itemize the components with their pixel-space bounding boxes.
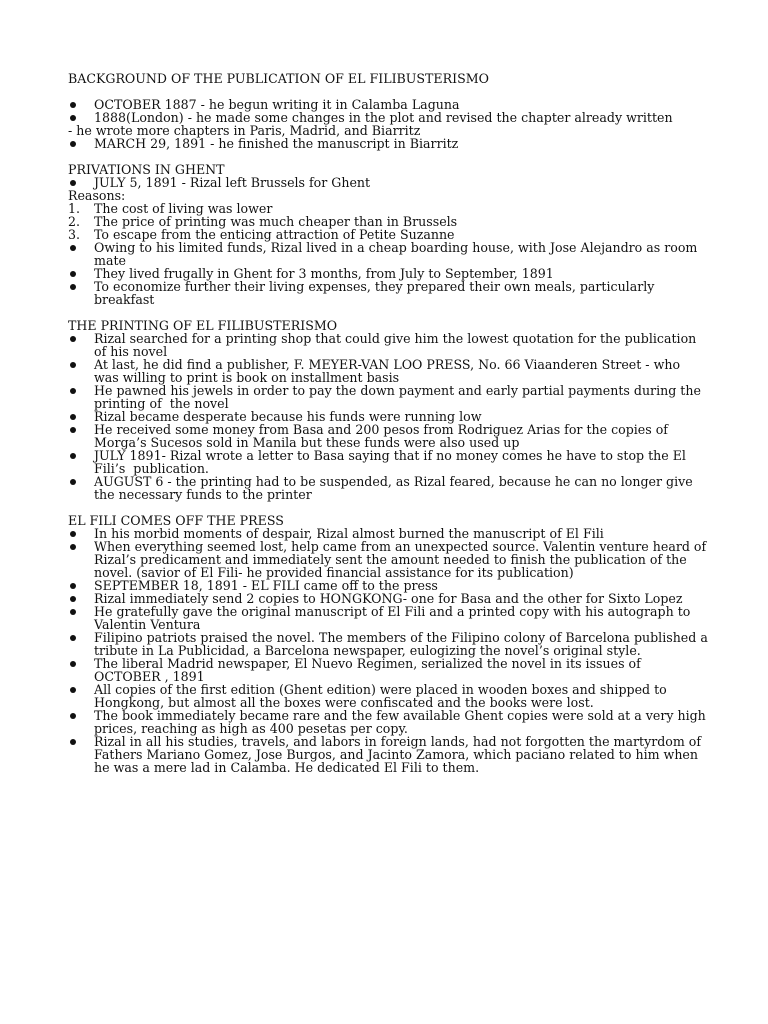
list-item	[68, 423, 708, 449]
list-item-text: 1888(London) - he made some changes in the plot and revised the chapter already written	[94, 110, 673, 125]
bullet-icon	[68, 683, 94, 696]
list-item	[68, 605, 708, 631]
list-item	[68, 137, 708, 150]
press-section	[68, 513, 712, 775]
list-item-text: Rizal immediately send 2 copies to HONGKONG- one for Basa and the other for Sixto Lopez	[94, 591, 683, 606]
list-item	[68, 683, 708, 709]
list-item-text: He received some money from Basa and 200 pesos from Rodriguez Arias for the copies of Morga’s Sucesos sold in Manila but these funds were also used up	[94, 422, 672, 450]
bullet-icon	[68, 384, 94, 397]
list-item-text: Rizal searched for a printing shop that could give him the lowest quotation for the publication of his novel	[94, 331, 701, 359]
intro-note: - he wrote more chapters in Paris, Madrid, and Biarritz	[68, 123, 421, 138]
bullet-icon	[68, 527, 94, 540]
list-item-text: JULY 5, 1891 - Rizal left Brussels for Ghent	[94, 175, 371, 190]
document-page	[68, 71, 712, 787]
document-title: BACKGROUND OF THE PUBLICATION OF EL FILIBUSTERISMO	[68, 71, 489, 86]
list-item-text: To economize further their living expenses, they prepared their own meals, particularly breakfast	[94, 279, 659, 307]
bullet-icon	[68, 137, 94, 150]
section-heading: THE PRINTING OF EL FILIBUSTERISMO	[68, 318, 338, 333]
list-item-text: The liberal Madrid newspaper, El Nuevo Regimen, serialized the novel in its issues of OCTOBER , 1891	[94, 656, 645, 684]
list-item-text: Filipino patriots praised the novel. The members of the Filipino colony of Barcelona published a tribute in La Publicidad, a Barcelona newspaper, eulogizing the novel’s original style.	[94, 630, 712, 658]
bullet-icon	[68, 241, 94, 254]
bullet-icon	[68, 358, 94, 371]
list-item	[68, 630, 712, 658]
bullet-icon	[68, 475, 94, 488]
list-item-text: All copies of the first edition (Ghent edition) were placed in wooden boxes and shipped to Hongkong, but almost all the boxes were confiscated and the books were lost.	[94, 682, 671, 710]
list-number: 3.	[68, 227, 81, 242]
list-item-text: At last, he did find a publisher, F. MEYER-VAN LOO PRESS, No. 66 Viaanderen Street - who was willing to print is book on installment basis	[94, 357, 685, 385]
bullet-icon	[68, 410, 94, 423]
bullet-icon	[68, 657, 94, 670]
list-item-text: He pawned his jewels in order to pay the down payment and early partial payments during the printing of the novel	[94, 383, 705, 411]
list-item	[68, 657, 708, 683]
bullet-icon	[68, 579, 94, 592]
list-item-text: AUGUST 6 - the printing had to be suspended, as Rizal feared, because he can no longer give the necessary funds to the printer	[94, 474, 697, 502]
list-item	[68, 539, 711, 580]
list-item	[68, 709, 708, 735]
list-item	[68, 332, 708, 358]
list-item-text: He gratefully gave the original manuscript of El Fili and a printed copy with his autograph to Valentin Ventura	[94, 604, 695, 632]
bullet-icon	[68, 540, 94, 553]
list-item	[68, 449, 708, 475]
bullet-icon	[68, 280, 94, 293]
list-item-text: They lived frugally in Ghent for 3 months, from July to September, 1891	[94, 266, 554, 281]
intro-section	[68, 98, 708, 150]
bullet-icon	[68, 592, 94, 605]
bullet-icon	[68, 332, 94, 345]
bullet-icon	[68, 605, 94, 618]
list-item-text: The book immediately became rare and the few available Ghent copies were sold at a very high prices, reaching as high as 400 pesetas per copy.	[94, 708, 710, 736]
bullet-icon	[68, 709, 94, 722]
section-heading: PRIVATIONS IN GHENT	[68, 162, 225, 177]
privations-section	[68, 163, 708, 306]
list-item	[68, 735, 708, 774]
list-item-text: Rizal became desperate because his funds were running low	[94, 409, 482, 424]
bullet-icon	[68, 735, 94, 748]
list-item	[68, 280, 708, 306]
list-item-text: The price of printing was much cheaper than in Brussels	[94, 214, 458, 229]
list-item	[68, 241, 708, 267]
bullet-icon	[68, 267, 94, 280]
list-item-text: MARCH 29, 1891 - he finished the manuscript in Biarritz	[94, 136, 459, 151]
list-item	[68, 358, 708, 384]
section-heading: EL FILI COMES OFF THE PRESS	[68, 513, 284, 528]
list-item-text: SEPTEMBER 18, 1891 - EL FILI came off to the press	[94, 578, 438, 593]
list-item	[68, 384, 708, 410]
list-item-text: The cost of living was lower	[94, 201, 273, 216]
list-item-text: Rizal in all his studies, travels, and labors in foreign lands, had not forgotten the martyrdom of Fathers Mariano Gomez, Jose Burgos, and Jacinto Zamora, which paciano related to him when he was a mere lad in Calamba. He dedicated El Fili to them.	[94, 734, 706, 775]
bullet-icon	[68, 423, 94, 436]
list-item-text: When everything seemed lost, help came from an unexpected source. Valentin venture heard of Rizal’s predicament and immediately sent the amount needed to finish the publication of the novel. (savior of El Fili- he provided financial assistance for its publication)	[94, 539, 711, 580]
reasons-label: Reasons:	[68, 188, 126, 203]
list-item-text: In his morbid moments of despair, Rizal almost burned the manuscript of El Fili	[94, 526, 604, 541]
bullet-icon	[68, 98, 94, 111]
bullet-icon	[68, 631, 94, 644]
list-number: 1.	[68, 201, 81, 216]
list-item-text: To escape from the enticing attraction of Petite Suzanne	[94, 227, 455, 242]
list-item	[68, 475, 708, 501]
list-item	[68, 176, 708, 189]
list-item-text: OCTOBER 1887 - he begun writing it in Calamba Laguna	[94, 97, 460, 112]
list-number: 2.	[68, 214, 81, 229]
printing-section	[68, 319, 708, 501]
list-item-text: JULY 1891- Rizal wrote a letter to Basa saying that if no money comes he have to stop the El Fili’s publication.	[94, 448, 690, 476]
bullet-icon	[68, 449, 94, 462]
list-item-text: Owing to his limited funds, Rizal lived in a cheap boarding house, with Jose Alejandro as room mate	[94, 240, 702, 268]
